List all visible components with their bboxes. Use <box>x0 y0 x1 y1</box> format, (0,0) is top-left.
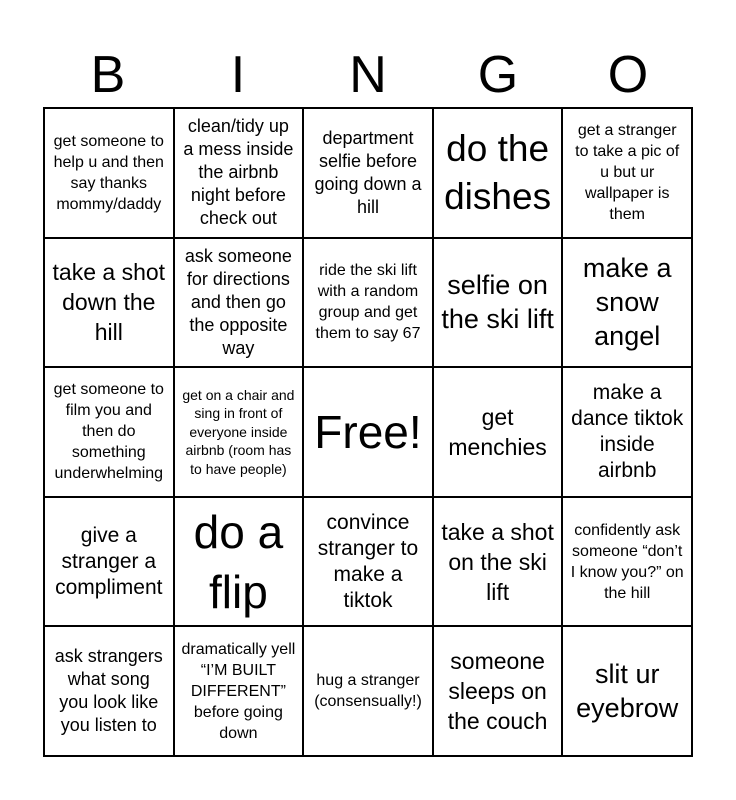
bingo-cell[interactable] <box>562 238 692 368</box>
bingo-cell[interactable] <box>44 238 174 368</box>
bingo-cell[interactable] <box>433 238 563 368</box>
header-letter-g: G <box>477 46 519 104</box>
bingo-cell[interactable] <box>303 497 433 627</box>
bingo-cell[interactable] <box>303 238 433 368</box>
bingo-cell[interactable] <box>44 497 174 627</box>
cell-text: ask someone for directions and then go the opposite way <box>184 245 292 358</box>
bingo-cell[interactable] <box>174 497 304 627</box>
cell-text: make a snow angel <box>582 253 672 352</box>
cell-text: do the dishes <box>444 127 552 217</box>
cell-text: ask strangers what song you look like you listen to <box>54 646 163 736</box>
cell-text: clean/tidy up a mess inside the airbnb night before check out <box>183 116 294 229</box>
bingo-cell[interactable] <box>562 367 692 497</box>
bingo-cell[interactable] <box>433 497 563 627</box>
bingo-cell[interactable] <box>303 626 433 756</box>
cell-text: get someone to help u and then say thanks mommy/daddy <box>53 132 164 213</box>
bingo-cell[interactable] <box>562 108 692 238</box>
free-text: Free! <box>314 405 422 458</box>
bingo-cell[interactable] <box>174 367 304 497</box>
cell-text: someone sleeps on the couch <box>447 648 548 735</box>
header-letter-n: N <box>349 46 387 104</box>
bingo-cell[interactable] <box>44 626 174 756</box>
bingo-grid <box>43 107 693 757</box>
bingo-header <box>43 44 693 106</box>
cell-text: get menchies <box>448 403 547 460</box>
cell-text: hug a stranger (consensually!) <box>314 672 422 711</box>
cell-text: take a shot on the ski lift <box>441 518 554 605</box>
cell-text: get on a chair and sing in front of everyone inside airbnb (room has to have people) <box>182 386 295 477</box>
free-cell[interactable] <box>303 367 433 497</box>
cell-text: ride the ski lift with a random group and get them to say 67 <box>315 262 421 343</box>
cell-text: make a dance tiktok inside airbnb <box>571 380 684 482</box>
cell-text: dramatically yell “I’M BUILT DIFFERENT” before going down <box>181 640 296 742</box>
bingo-cell[interactable] <box>303 108 433 238</box>
bingo-cell[interactable] <box>562 497 692 627</box>
cell-text: slit ur eyebrow <box>576 659 679 724</box>
bingo-cell[interactable] <box>174 238 304 368</box>
bingo-cell[interactable] <box>44 367 174 497</box>
bingo-cell[interactable] <box>44 108 174 238</box>
header-letter-b: B <box>90 46 126 104</box>
bingo-cell[interactable] <box>433 108 563 238</box>
cell-text: take a shot down the hill <box>52 259 166 346</box>
bingo-cell[interactable] <box>174 108 304 238</box>
cell-text: confidently ask someone “don’t I know you?” on the hill <box>570 521 684 602</box>
cell-text: convince stranger to make a tiktok <box>317 510 419 612</box>
cell-text: give a stranger a compliment <box>55 523 163 599</box>
bingo-cell[interactable] <box>433 367 563 497</box>
bingo-cell[interactable] <box>562 626 692 756</box>
bingo-cell[interactable] <box>433 626 563 756</box>
cell-text: do a flip <box>193 505 284 618</box>
cell-text: get a stranger to take a pic of u but ur wallpaper is them <box>575 122 680 224</box>
cell-text: get someone to film you and then do something underwhelming <box>53 381 164 483</box>
cell-text: department selfie before going down a hill <box>314 127 422 217</box>
bingo-cell[interactable] <box>174 626 304 756</box>
header-letter-i: I <box>230 46 246 104</box>
header-letter-o: O <box>607 46 649 104</box>
cell-text: selfie on the ski lift <box>441 270 554 335</box>
